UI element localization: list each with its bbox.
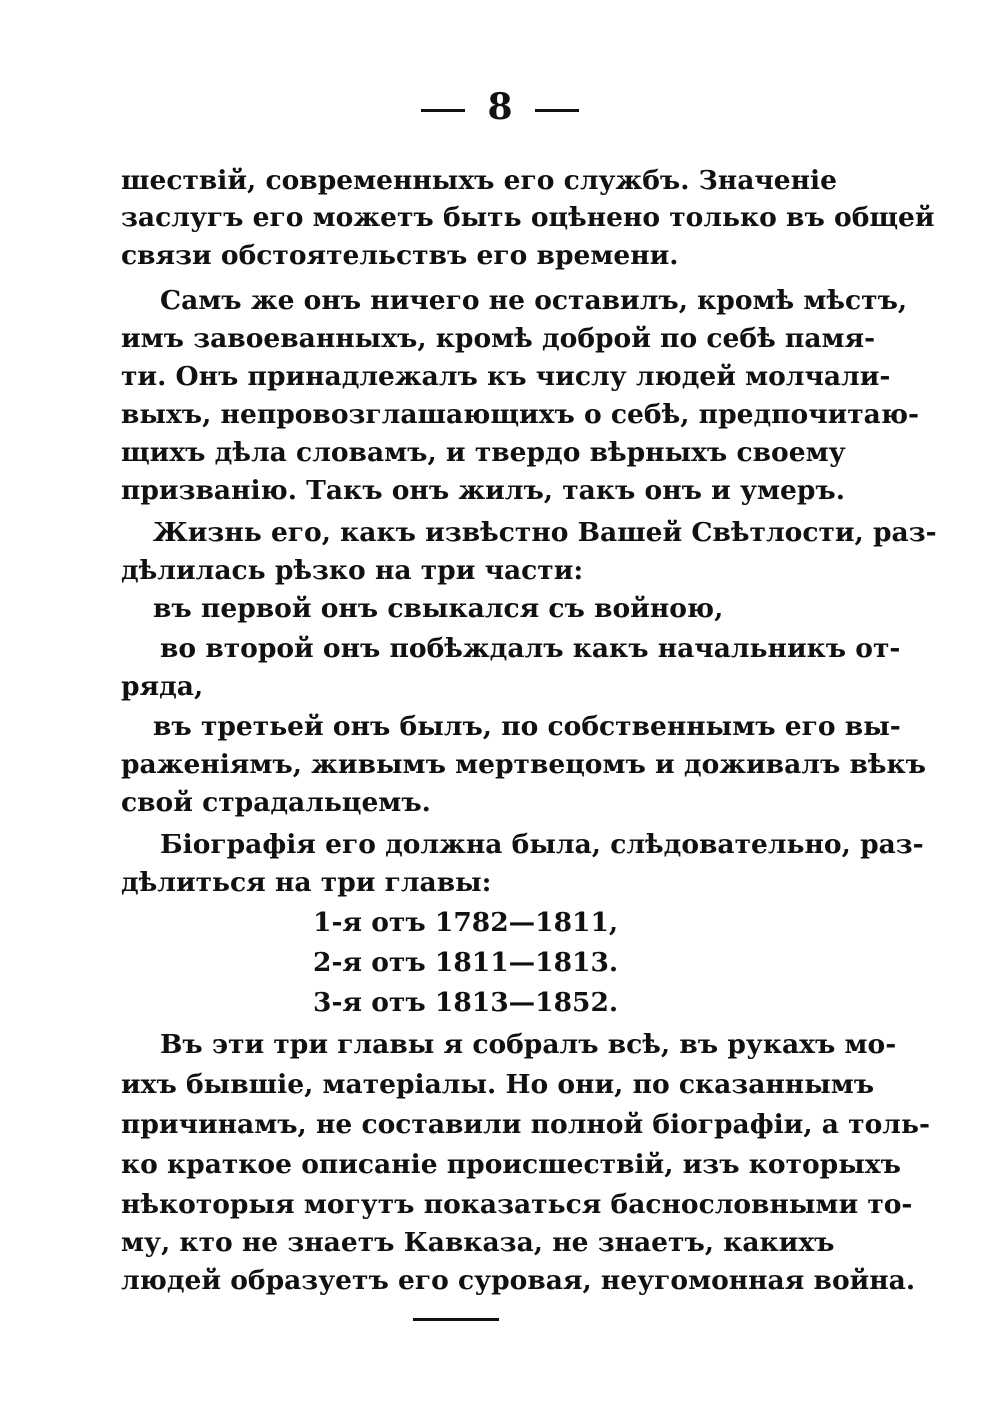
text-line: раженіямъ, живымъ мертвецомъ и доживалъ вѣкъ (121, 749, 927, 780)
header-dash-right (535, 109, 579, 112)
text-line: Въ эти три главы я собралъ всѣ, въ рукахъ мо- (160, 1029, 897, 1060)
list-item: во второй онъ побѣждалъ какъ начальникъ от- (160, 633, 901, 664)
text-line: выхъ, непровозглашающихъ о себѣ, предпочитаю- (121, 399, 920, 430)
text-line: ко краткое описаніе происшествій, изъ которыхъ (121, 1149, 901, 1180)
header-dash-left (421, 109, 465, 112)
list-item: въ третьей онъ былъ, по собственнымъ его вы- (153, 711, 901, 742)
chapter-date-range: 2-я отъ 1811—1813. (313, 947, 619, 978)
end-rule (413, 1318, 499, 1321)
text-line: нѣкоторыя могутъ показаться баснословными то- (121, 1189, 913, 1220)
text-line: призванію. Такъ онъ жилъ, такъ онъ и умеръ. (121, 475, 845, 506)
text-line: ихъ бывшіе, матеріалы. Но они, по сказаннымъ (121, 1069, 875, 1100)
text-line: шествій, современныхъ его службъ. Значеніе (121, 165, 837, 196)
text-line: имъ завоеванныхъ, кромѣ доброй по себѣ памя- (121, 323, 876, 354)
text-line: ряда, (121, 671, 204, 702)
text-line: Біографія его должна была, слѣдовательно, раз- (160, 829, 924, 860)
text-line: связи обстоятельствъ его времени. (121, 240, 679, 271)
chapter-date-range: 1-я отъ 1782—1811, (313, 907, 619, 938)
text-line: щихъ дѣла словамъ, и твердо вѣрныхъ своему (121, 437, 846, 468)
text-line: му, кто не знаетъ Кавказа, не знаетъ, какихъ (121, 1227, 835, 1258)
text-line: заслугъ его можетъ быть оцѣнено только въ общей (121, 202, 935, 233)
text-line: ти. Онъ принадлежалъ къ числу людей молчали- (121, 361, 891, 392)
text-line: дѣлилась рѣзко на три части: (121, 555, 584, 586)
text-line: дѣлиться на три главы: (121, 867, 492, 898)
page-number: 8 (487, 86, 513, 128)
text-line: Самъ же онъ ничего не оставилъ, кромѣ мѣстъ, (160, 285, 908, 316)
text-line: причинамъ, не составили полной біографіи, а толь- (121, 1109, 930, 1140)
text-line: Жизнь его, какъ извѣстно Вашей Свѣтлости, раз- (153, 517, 937, 548)
chapter-date-range: 3-я отъ 1813—1852. (313, 987, 619, 1018)
text-line: свой страдальцемъ. (121, 787, 431, 818)
list-item: въ первой онъ свыкался съ войною, (153, 593, 724, 624)
page-number-header (0, 82, 1000, 132)
text-line: людей образуетъ его суровая, неугомонная война. (121, 1265, 916, 1296)
